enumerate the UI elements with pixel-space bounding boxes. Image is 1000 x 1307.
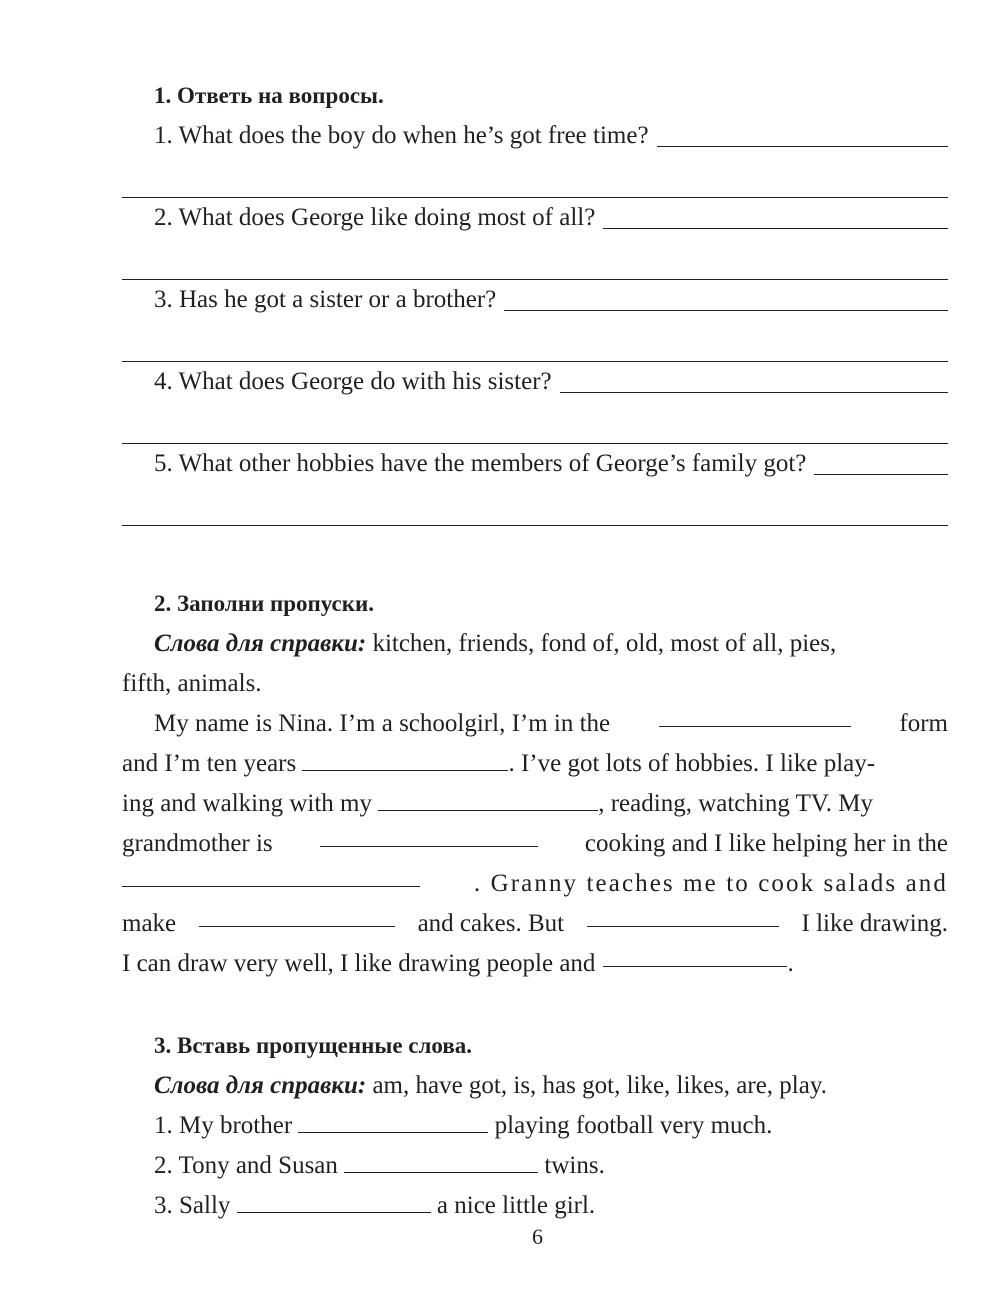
fill-blank[interactable] xyxy=(298,1110,488,1133)
text-segment: , reading, watching TV. My xyxy=(598,790,873,817)
answer-line[interactable] xyxy=(504,310,948,311)
answer-line[interactable] xyxy=(122,156,948,198)
fill-blank[interactable] xyxy=(199,904,395,927)
answer-line[interactable] xyxy=(122,238,948,280)
exercise-1-title: 1. Ответь на вопросы. xyxy=(154,83,384,108)
text-segment: make xyxy=(122,910,177,937)
hint-label: Слова для справки: xyxy=(154,1072,367,1099)
text-segment: . I’ve got lots of hobbies. I like play- xyxy=(508,750,876,777)
answer-line[interactable] xyxy=(814,474,948,475)
item-text: twins. xyxy=(544,1152,605,1179)
text-segment: I like drawing. xyxy=(801,910,948,937)
question-3 xyxy=(122,280,948,320)
question-3-text: 3. Has he got a sister or a brother? xyxy=(154,286,497,313)
item-text: playing football very much. xyxy=(494,1112,773,1139)
fill-blank[interactable] xyxy=(320,824,538,847)
text-segment: and cakes. But xyxy=(417,910,565,937)
answer-line[interactable] xyxy=(122,402,948,444)
answer-line[interactable] xyxy=(657,146,948,147)
text-line-2 xyxy=(122,744,948,784)
fill-blank[interactable] xyxy=(344,1150,538,1173)
fill-blank[interactable] xyxy=(587,904,779,927)
question-1 xyxy=(122,116,948,156)
item-text: a nice little girl. xyxy=(436,1192,596,1219)
item-text: 3. Sally xyxy=(154,1192,231,1219)
exercise-3-title: 3. Вставь пропущенные слова. xyxy=(154,1033,473,1058)
question-1-text: 1. What does the boy do when he’s got free time? xyxy=(154,122,649,149)
item-text: 2. Tony and Susan xyxy=(154,1152,338,1179)
exercise-3-item-2 xyxy=(122,1146,948,1186)
text-segment: and I’m ten years xyxy=(122,750,297,777)
question-2-text: 2. What does George like doing most of all? xyxy=(154,204,596,231)
text-segment: My name is Nina. I’m a schoolgirl, I’m in the xyxy=(154,710,611,737)
answer-line[interactable] xyxy=(122,320,948,362)
item-text: 1. My brother xyxy=(154,1112,293,1139)
fill-blank[interactable] xyxy=(302,748,508,771)
question-2 xyxy=(122,198,948,238)
text-segment: . Granny teaches me to cook salads and xyxy=(473,870,948,897)
answer-line[interactable] xyxy=(560,392,948,393)
text-segment: . xyxy=(787,950,794,977)
text-line-6 xyxy=(122,904,948,944)
question-4-text: 4. What does George do with his sister? xyxy=(154,368,552,395)
worksheet-page xyxy=(122,76,948,1226)
exercise-3-item-1 xyxy=(122,1106,948,1146)
text-line-5 xyxy=(122,864,948,904)
answer-line[interactable] xyxy=(122,484,948,526)
hint-words: am, have got, is, has got, like, likes, are, play. xyxy=(372,1072,827,1099)
question-5-text: 5. What other hobbies have the members of George’s family got? xyxy=(154,450,807,477)
fill-blank[interactable] xyxy=(122,864,420,887)
fill-blank[interactable] xyxy=(659,704,851,727)
hint-words: kitchen, friends, fond of, old, most of all, pies, xyxy=(372,630,837,657)
text-line-3 xyxy=(122,784,948,824)
answer-line[interactable] xyxy=(603,228,948,229)
fill-blank[interactable] xyxy=(378,788,598,811)
text-line-1 xyxy=(122,704,948,744)
text-segment: ing and walking with my xyxy=(122,790,372,817)
exercise-2-hint xyxy=(122,624,948,664)
text-line-4 xyxy=(122,824,948,864)
exercise-2-title: 2. Заполни пропуски. xyxy=(154,591,374,616)
text-segment: I can draw very well, I like drawing people and xyxy=(122,950,596,977)
question-5 xyxy=(122,444,948,484)
fill-blank[interactable] xyxy=(237,1190,431,1213)
text-line-7 xyxy=(122,944,948,984)
exercise-2-hint-cont xyxy=(122,664,948,704)
hint-words-cont: fifth, animals. xyxy=(122,670,262,697)
text-segment: cooking and I like helping her in the xyxy=(584,830,948,857)
page-number: 6 xyxy=(532,1224,543,1249)
hint-label: Слова для справки: xyxy=(154,630,367,657)
fill-blank[interactable] xyxy=(603,944,787,967)
text-segment: grandmother is xyxy=(122,830,273,857)
question-4 xyxy=(122,362,948,402)
exercise-3-hint xyxy=(122,1066,948,1106)
text-segment: form xyxy=(899,710,948,737)
